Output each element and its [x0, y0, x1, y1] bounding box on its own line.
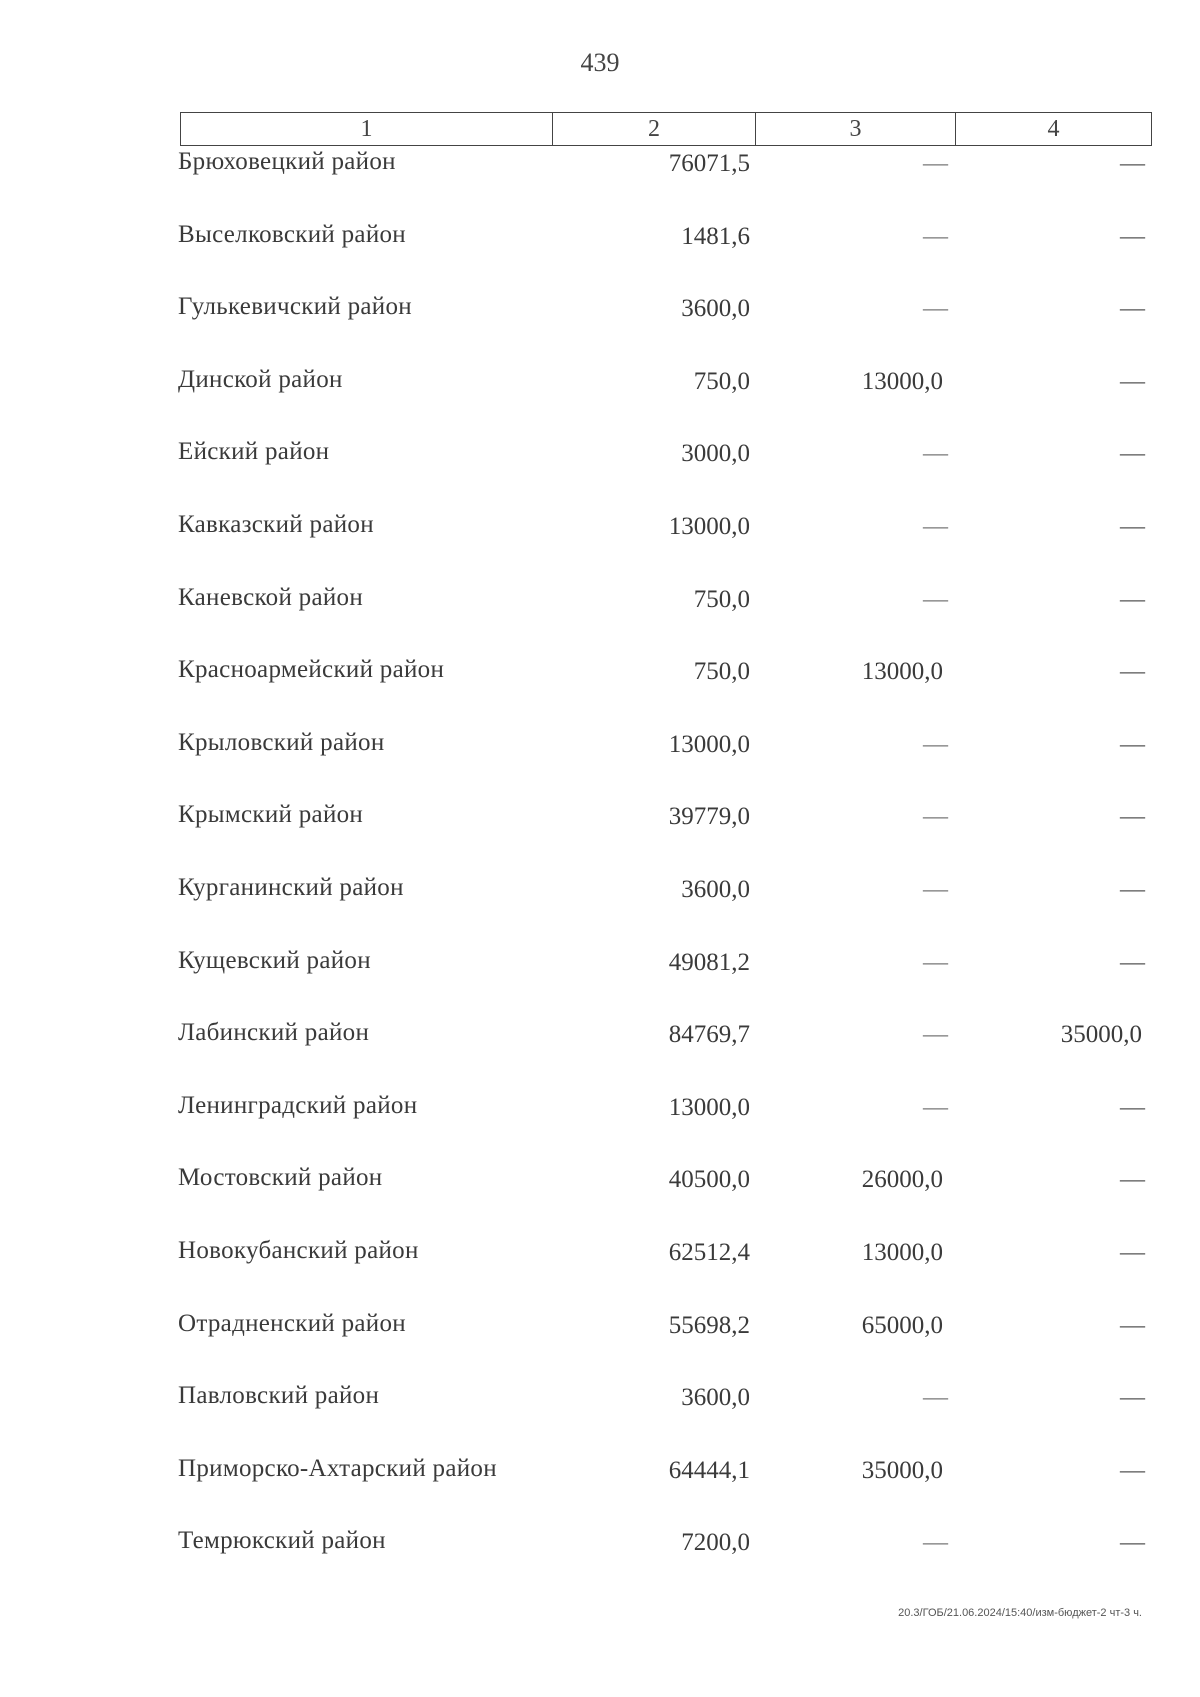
table-row [0, 656, 1200, 729]
col3-value: — [923, 948, 948, 976]
table-row [0, 1019, 1200, 1092]
document-footer: 20.3/ГОБ/21.06.2024/15:40/изм-бюджет-2 чт-3 ч. [898, 1607, 1142, 1619]
col2-value: 13000,0 [668, 1093, 750, 1121]
col4-value: — [1120, 295, 1145, 323]
table-body [0, 148, 1200, 1600]
page-number: 439 [580, 48, 620, 77]
col4-value: — [1120, 803, 1145, 831]
table-row [0, 1310, 1200, 1383]
col4-value: — [1120, 585, 1145, 613]
col3-value: — [923, 512, 948, 540]
table-row [0, 1092, 1200, 1165]
table-row [0, 584, 1200, 657]
col3-value: — [923, 1093, 948, 1121]
col2-value: 62512,4 [668, 1238, 750, 1266]
col2-value: 39779,0 [668, 803, 750, 831]
col3-value: 35000,0 [861, 1456, 943, 1484]
district-name: Красноармейский район [178, 656, 445, 684]
col3-value: 13000,0 [861, 658, 943, 686]
district-name: Гулькевичский район [178, 293, 412, 321]
table-row [0, 801, 1200, 874]
col3-value: 13000,0 [861, 367, 943, 395]
col2-value: 13000,0 [668, 730, 750, 758]
col4-value: — [1120, 512, 1145, 540]
col3-value: — [923, 150, 948, 177]
col2-value: 750,0 [693, 658, 750, 686]
col3-value: — [923, 440, 948, 468]
table-row [0, 874, 1200, 947]
table-row [0, 1527, 1200, 1600]
col3-value: — [923, 1021, 948, 1049]
district-name: Ленинградский район [178, 1091, 418, 1119]
col4-value: — [1120, 150, 1145, 177]
col3-value: — [923, 803, 948, 831]
col3-value: 65000,0 [861, 1311, 943, 1339]
table-row [0, 1164, 1200, 1237]
table-row [0, 947, 1200, 1020]
header-col-2: 2 [553, 113, 756, 146]
district-name: Курганинский район [178, 873, 404, 901]
col4-value: — [1120, 875, 1145, 903]
col2-value: 64444,1 [668, 1456, 750, 1484]
col2-value: 750,0 [693, 585, 750, 613]
district-name: Лабинский район [178, 1019, 370, 1047]
col2-value: 3600,0 [681, 875, 750, 903]
table-row [0, 1237, 1200, 1310]
district-name: Новокубанский район [178, 1236, 419, 1264]
col3-value: — [923, 295, 948, 323]
district-name: Кавказский район [178, 510, 374, 538]
district-name: Кущевский район [178, 946, 371, 974]
col2-value: 7200,0 [681, 1529, 750, 1557]
col3-value: — [923, 585, 948, 613]
table-row [0, 729, 1200, 802]
col4-value: — [1120, 1166, 1145, 1194]
col4-value: — [1120, 222, 1145, 250]
col2-value: 3000,0 [681, 440, 750, 468]
col4-value: — [1120, 367, 1145, 395]
col4-value: — [1120, 948, 1145, 976]
table-row [0, 511, 1200, 584]
district-name: Павловский район [178, 1382, 380, 1410]
table-header [180, 112, 1152, 146]
table-row [0, 1382, 1200, 1455]
header-col-1: 1 [181, 113, 553, 146]
col2-value: 750,0 [693, 367, 750, 395]
col2-value: 76071,5 [668, 150, 750, 177]
col3-value: — [923, 222, 948, 250]
col4-value: 35000,0 [1060, 1021, 1142, 1049]
table-row [0, 293, 1200, 366]
district-name: Приморско-Ахтарский район [178, 1454, 497, 1482]
header-col-4: 4 [956, 113, 1152, 146]
col4-value: — [1120, 658, 1145, 686]
table-row [0, 221, 1200, 294]
col4-value: — [1120, 1238, 1145, 1266]
col3-value: — [923, 875, 948, 903]
col3-value: 13000,0 [861, 1238, 943, 1266]
col4-value: — [1120, 440, 1145, 468]
header-col-3: 3 [756, 113, 956, 146]
district-name: Каневской район [178, 583, 364, 611]
col3-value: — [923, 1384, 948, 1412]
col4-value: — [1120, 1093, 1145, 1121]
district-name: Темрюкский район [178, 1527, 386, 1555]
table-row [0, 366, 1200, 439]
col2-value: 13000,0 [668, 512, 750, 540]
col2-value: 1481,6 [681, 222, 750, 250]
district-name: Крыловский район [178, 728, 385, 756]
col3-value: 26000,0 [861, 1166, 943, 1194]
table-row [0, 148, 1200, 221]
col4-value: — [1120, 1384, 1145, 1412]
district-name: Отрадненский район [178, 1309, 406, 1337]
col4-value: — [1120, 1311, 1145, 1339]
col3-value: — [923, 1529, 948, 1557]
col2-value: 40500,0 [668, 1166, 750, 1194]
district-name: Выселковский район [178, 220, 406, 248]
col2-value: 55698,2 [668, 1311, 750, 1339]
col4-value: — [1120, 1456, 1145, 1484]
col4-value: — [1120, 730, 1145, 758]
district-name: Ейский район [178, 438, 330, 466]
district-name: Брюховецкий район [178, 148, 396, 175]
col2-value: 3600,0 [681, 295, 750, 323]
col2-value: 3600,0 [681, 1384, 750, 1412]
col2-value: 49081,2 [668, 948, 750, 976]
district-name: Мостовский район [178, 1164, 383, 1192]
district-name: Крымский район [178, 801, 364, 829]
table-row [0, 1455, 1200, 1528]
table-row [0, 438, 1200, 511]
col2-value: 84769,7 [668, 1021, 750, 1049]
col3-value: — [923, 730, 948, 758]
district-name: Динской район [178, 365, 343, 393]
col4-value: — [1120, 1529, 1145, 1557]
